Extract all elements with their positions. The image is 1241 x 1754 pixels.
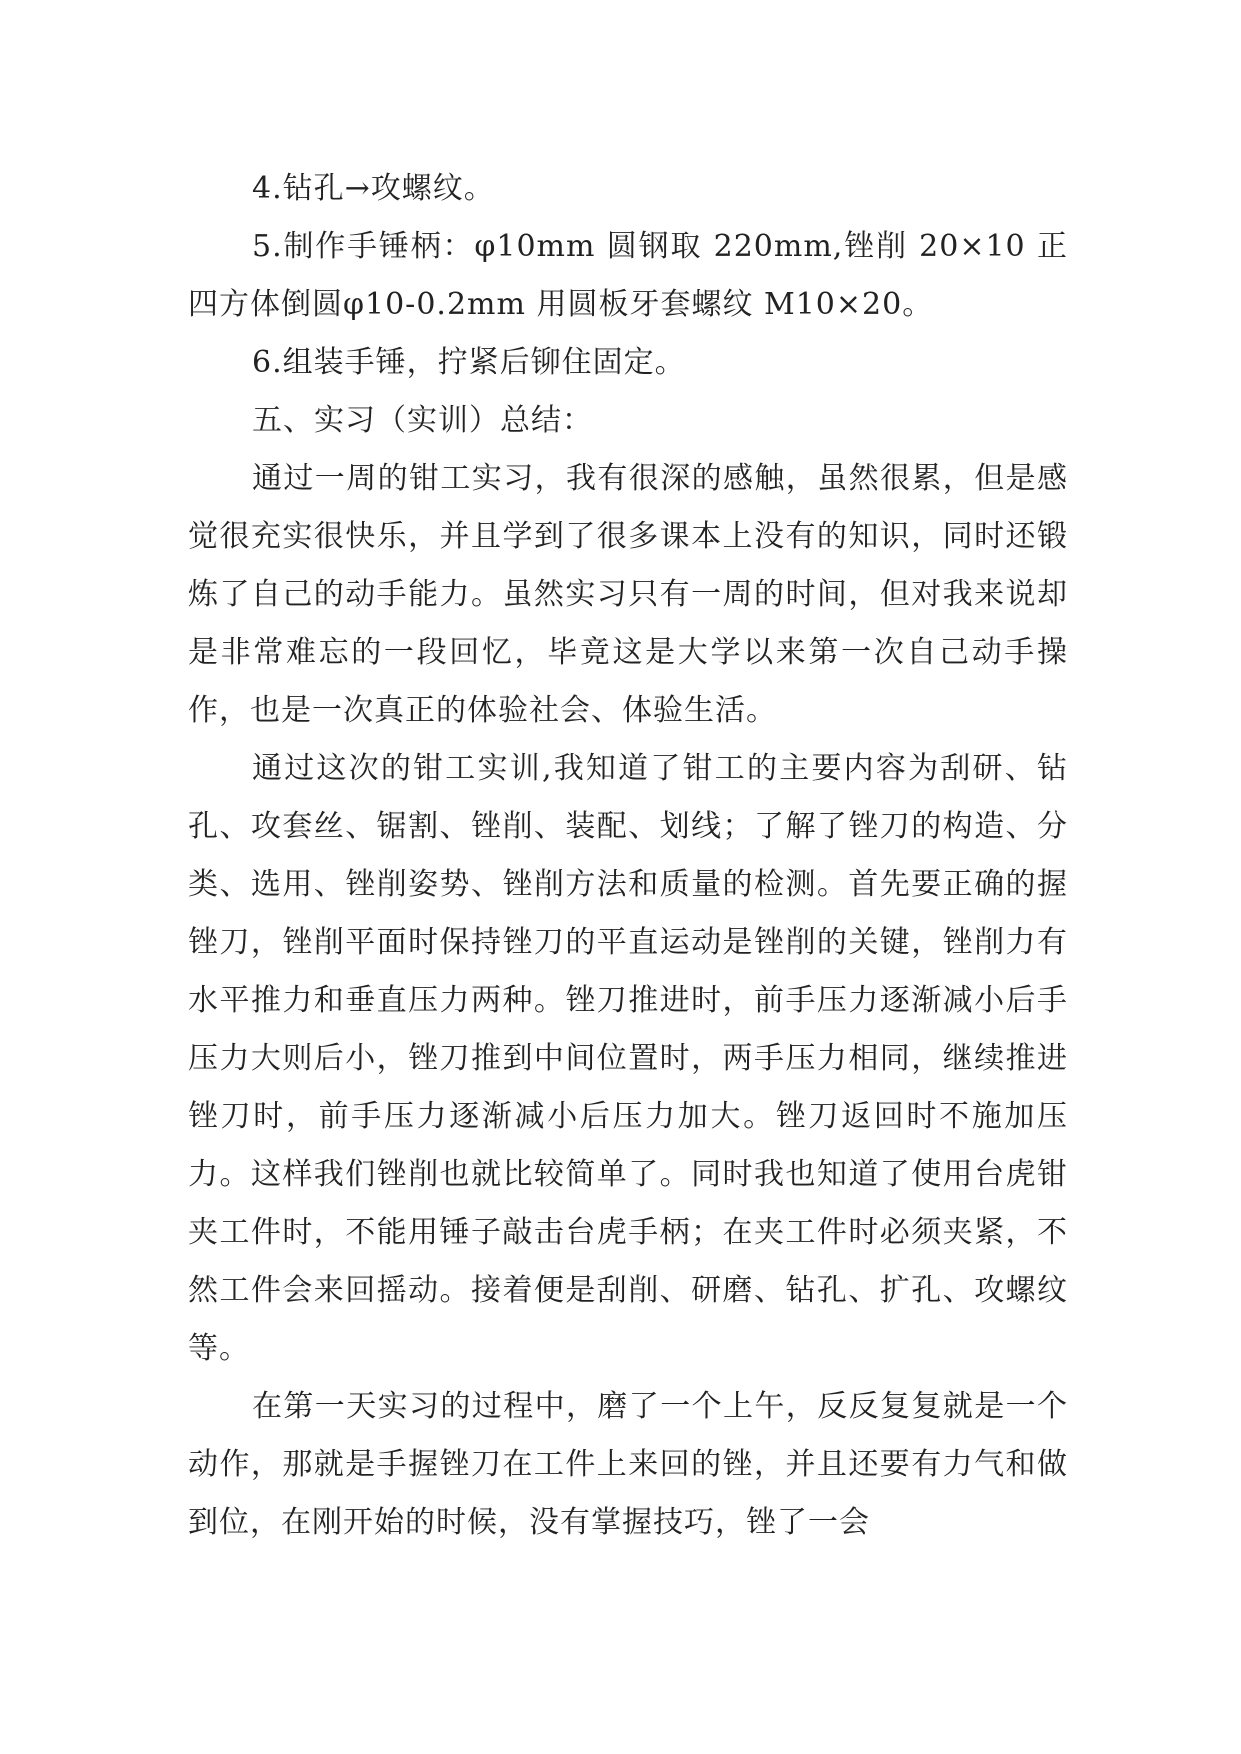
- paragraph-summary-3: 在第一天实习的过程中，磨了一个上午，反反复复就是一个动作，那就是手握锉刀在工件上来回的锉，并且还要有力气和做到位，在刚开始的时候，没有掌握技巧，锉了一会: [188, 1389, 1068, 1540]
- paragraph-summary-2: 通过这次的钳工实训,我知道了钳工的主要内容为刮研、钻孔、攻套丝、锯割、锉削、装配、划线；了解了锉刀的构造、分类、选用、锉削姿势、锉削方法和质量的检测。首先要正确的握锉刀，锉削平面时保持锉刀的平直运动是锉削的关键，锉削力有水平推力和垂直压力两种。锉刀推进时，前手压力逐渐减小后手压力大则后小，锉刀推到中间位置时，两手压力相同，继续推进锉刀时，前手压力逐渐减小后压力加大。锉刀返回时不施加压力。这样我们锉削也就比较简单了。同时我也知道了使用台虎钳夹工件时，不能用锤子敲击台虎手柄；在夹工件时必须夹紧，不然工件会来回摇动。接着便是刮削、研磨、钻孔、扩孔、攻螺纹等。: [188, 751, 1068, 1366]
- document-body: [188, 160, 1068, 1552]
- paragraph-summary-1: 通过一周的钳工实习，我有很深的感触，虽然很累，但是感觉很充实很快乐，并且学到了很多课本上没有的知识，同时还锻炼了自己的动手能力。虽然实习只有一周的时间，但对我来说却是非常难忘的一段回忆，毕竟这是大学以来第一次自己动手操作，也是一次真正的体验社会、体验生活。: [188, 461, 1068, 728]
- section-heading-summary: 五、实习（实训）总结：: [252, 403, 593, 438]
- paragraph-step-4: 4.钻孔→攻螺纹。: [252, 171, 495, 206]
- paragraph-step-5: 5.制作手锤柄：φ10mm 圆钢取 220mm,锉削 20×10 正四方体倒圆φ10-0.2mm 用圆板牙套螺纹 M10×20。: [188, 229, 1068, 322]
- paragraph-step-6: 6.组装手锤，拧紧后铆住固定。: [252, 345, 686, 380]
